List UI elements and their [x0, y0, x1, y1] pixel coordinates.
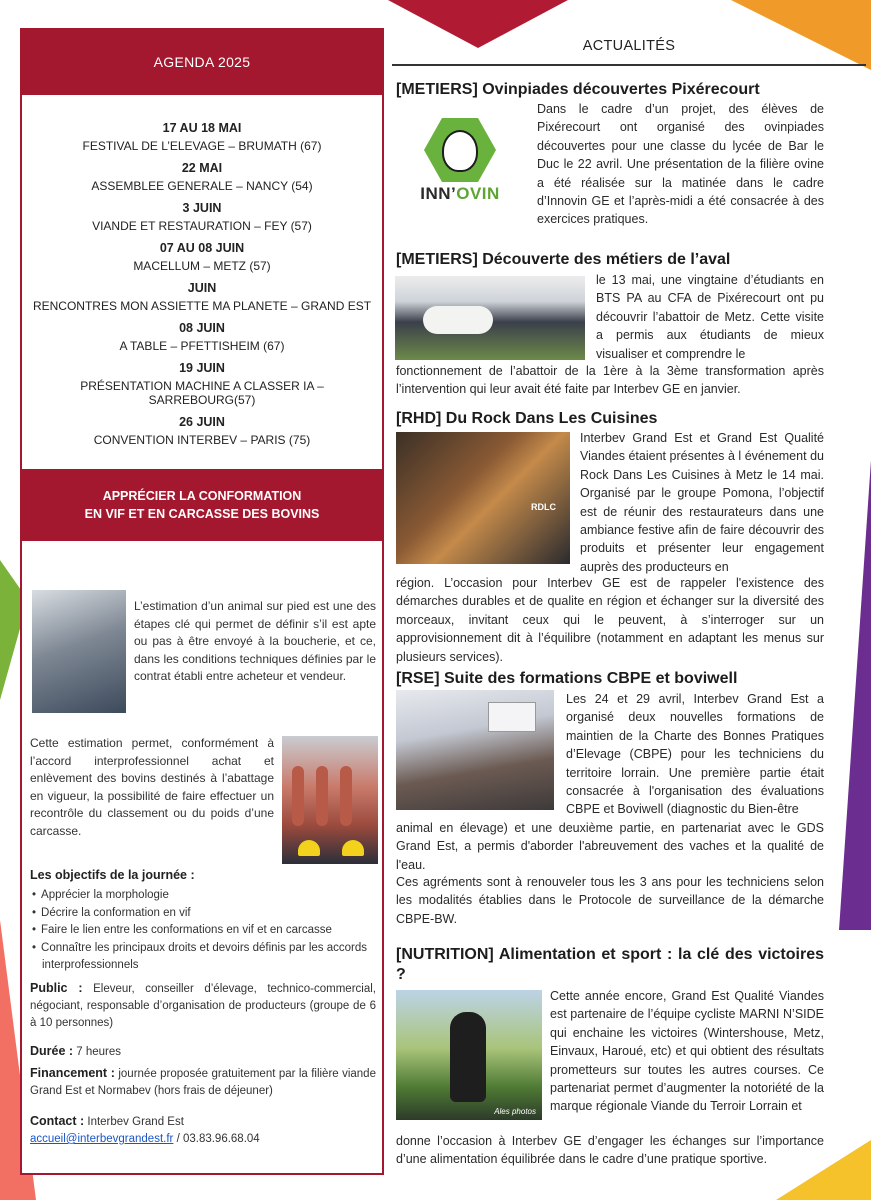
news-heading: ACTUALITÉS — [582, 38, 676, 54]
rock-cuisine-photo — [396, 432, 570, 564]
agenda-date: 22 MAI — [181, 161, 223, 175]
article-body: donne l’occasion à Interbev GE d’engager les échanges sur l’importance d’une alimentation équilibrée dans le cadre d’une pratique sportive. — [396, 1134, 824, 1167]
funding-label: Financement : — [30, 1066, 115, 1080]
training-heading-line2: EN VIF ET EN CARCASSE DES BOVINS — [84, 507, 320, 522]
photo-credit: Ales photos — [494, 1107, 536, 1116]
cyclist-shape — [450, 1012, 486, 1102]
helmet-shape — [342, 840, 364, 856]
public-text: Eleveur, conseiller d’élevage, technico-commercial, négociant, responsable d’organisation de producteurs (groupe de 6 à 10 personnes) — [30, 983, 376, 1029]
agenda-title: FESTIVAL DE L’ELEVAGE – BRUMATH (67) — [82, 139, 322, 153]
public-info — [30, 980, 376, 1032]
agenda-title: MACELLUM – METZ (57) — [133, 259, 271, 273]
agenda-heading: AGENDA 2025 — [22, 30, 382, 95]
training-paragraph-2: Cette estimation permet, conformément à l’accord interprofessionnel achat et enlèvement des bovins destinés à l’abattage en vigueur, la possibilité de faire effectuer un recontrôle du classement ou du poids d’une carcasse. — [30, 736, 274, 838]
projection-screen-shape — [488, 702, 536, 732]
helmet-shape — [298, 840, 320, 856]
article-body: région. L’occasion pour Interbev GE est de rappeler l'existence des démarches durables et de qualite en région et échanger sur la diversité des morceaux, invitant ceux qui le peuvent, à s’interroger sur un approvisionnement dit à l’équilibre (notamment en adaptant les menus sur plusieurs services). — [396, 576, 824, 664]
agenda-panel — [20, 28, 384, 1175]
duration-label: Durée : — [30, 1044, 74, 1058]
agenda-item — [28, 241, 376, 273]
objective-item: • Apprécier la morphologie — [30, 887, 374, 905]
innovin-wordmark — [416, 184, 504, 204]
cattle-estimation-photo — [32, 590, 126, 713]
article-body: fonctionnement de l’abattoir de la 1ère à la 3ème transformation après l’intervention qui leur avait été faite par Interbev GE en janvier. — [396, 364, 824, 397]
agenda-title: RENCONTRES MON ASSIETTE MA PLANETE – GRAND EST — [32, 299, 372, 313]
training-heading — [22, 469, 382, 541]
contact-email-link[interactable]: accueil@interbevgrandest.fr — [30, 1133, 174, 1145]
agenda-item — [28, 321, 376, 353]
agenda-date: JUIN — [187, 281, 217, 295]
agenda-title: VIANDE ET RESTAURATION – FEY (57) — [92, 219, 312, 233]
funding-text: journée proposée gratuitement par la filière viande Grand Est et Normabev (hors frais de déjeuner) — [30, 1068, 376, 1097]
agenda-item — [28, 121, 376, 153]
article-title: [RSE] Suite des formations CBPE et boviwell — [396, 670, 738, 687]
agenda-date: 19 JUIN — [179, 361, 225, 375]
agenda-title: ASSEMBLEE GENERALE – NANCY (54) — [91, 179, 313, 193]
objective-item: • Décrire la conformation en vif — [30, 905, 374, 923]
carcass-shape — [292, 766, 304, 826]
carcass-room-photo — [282, 736, 378, 864]
agenda-date: 17 AU 18 MAI — [162, 121, 242, 135]
carcass-shape — [316, 766, 328, 826]
article-body: Interbev Grand Est et Grand Est Qualité Viandes étaient présentes à l événement du Rock Dans Les Cuisines à Metz le 14 mai. Organisé par le groupe Pomona, l’objectif est de réunir des restaurateurs dans une ambiance festive afin de faire découvrir des produits et présenter leur engagement auprès des producteurs en — [580, 431, 824, 574]
decor-orange-triangle — [731, 0, 871, 70]
carcass-shape — [340, 766, 352, 826]
agenda-item — [28, 361, 376, 407]
agenda-item — [28, 201, 376, 233]
training-heading-line1: APPRÉCIER LA CONFORMATION — [102, 489, 302, 503]
contact-info — [30, 1113, 376, 1148]
objective-item: • Faire le lien entre les conformations en vif et en carcasse — [30, 922, 374, 940]
cyclist-photo — [396, 990, 542, 1120]
objectives-list — [30, 887, 374, 975]
contact-phone: / 03.83.96.68.04 — [176, 1133, 260, 1145]
logo-part2: OVIN — [456, 184, 500, 203]
students-group-photo — [395, 276, 585, 360]
article-title: [RHD] Du Rock Dans Les Cuisines — [396, 410, 658, 427]
agenda-date: 07 AU 08 JUIN — [159, 241, 245, 255]
agenda-item — [28, 281, 376, 313]
article-body: Les 24 et 29 avril, Interbev Grand Est a organisé deux nouvelles formations de maintien de la Charte des Bonnes Pratiques d’Elevage (CBPE) pour les techniciens du territoire lorrain. Une première partie était consacrée à l'organisation des évaluations CBPE et Boviwell (diagnostic du Bien-être — [566, 692, 824, 817]
logo-part1: INN’ — [420, 184, 457, 203]
duration-info — [30, 1043, 376, 1061]
agenda-date: 3 JUIN — [182, 201, 222, 215]
funding-info — [30, 1065, 376, 1100]
article-title: [METIERS] Ovinpiades découvertes Pixérecourt — [396, 81, 760, 98]
article-title: [NUTRITION] Alimentation et sport : la clé des victoires ? — [396, 946, 824, 983]
innovin-logo — [416, 118, 504, 210]
article-body: le 13 mai, une vingtaine d’étudiants en BTS PA au CFA de Pixérecourt ont pu découvrir l’abattoir de Metz. Cette visite a permis aux étudiants de mieux visualiser et comprendre le — [596, 273, 824, 361]
duration-text: 7 heures — [76, 1046, 122, 1058]
objective-item: • Connaître les principaux droits et devoirs définis par les accords interprofessionnels — [30, 940, 374, 975]
agenda-list — [22, 95, 382, 465]
decor-purple-triangle — [839, 460, 871, 930]
agenda-title: PRÉSENTATION MACHINE A CLASSER IA – SARREBOURG(57) — [80, 379, 324, 407]
sheep-icon — [442, 130, 478, 172]
rdlc-label: RDLC — [531, 502, 556, 512]
article-title: [METIERS] Découverte des métiers de l’aval — [396, 251, 731, 268]
contact-label: Contact : — [30, 1114, 85, 1128]
article-body: animal en élevage) et une deuxième partie, en partenariat avec le GDS Grand Est, a permis d'aborder l'abreuvement des vaches et la qualité de l'eau. — [396, 821, 824, 872]
public-label: Public : — [30, 981, 83, 995]
agenda-item — [28, 161, 376, 193]
agenda-date: 08 JUIN — [179, 321, 225, 335]
training-session-photo — [396, 690, 554, 810]
article-body: Dans le cadre d’un projet, des élèves de Pixérecourt ont organisé des ovinpiades découvertes pour une classe du lycée de Bar le Duc le 22 avril. Une présentation de la filière ovine a été réalisée sur la matinée dans le cadre d’Innovin GE et l’après-midi a été consacrée à des exercices pratiques. — [537, 102, 824, 227]
cow-statue-shape — [423, 306, 493, 334]
agenda-title: A TABLE – PFETTISHEIM (67) — [119, 339, 285, 353]
training-paragraph-1: L’estimation d’un animal sur pied est une des étapes clé qui permet de définir s’il est apte ou pas à être envoyé à la boucherie, et ce, dans les conditions techniques définies par le contrat établi entre acheteur et vendeur. — [134, 599, 376, 683]
contact-text: Interbev Grand Est — [87, 1116, 184, 1128]
article-body: Ces agréments sont à renouveler tous les 3 ans pour les techniciens selon les modalités établies dans le Protocole de surveillance de la démarche CBPE-BW. — [396, 875, 824, 926]
agenda-date: 26 JUIN — [179, 415, 225, 429]
agenda-title: CONVENTION INTERBEV – PARIS (75) — [93, 433, 311, 447]
news-divider — [392, 64, 866, 66]
agenda-item — [28, 415, 376, 447]
objectives-title: Les objectifs de la journée : — [30, 868, 195, 882]
article-body: Cette année encore, Grand Est Qualité Viandes est partenaire de l’équipe cycliste MARNI N’SIDE qui enchaine les victoires (Wintershouse, Metz, Einvaux, Haroué, etc) et qui obtient des résultats prometteurs sur toutes les autres courses. Ce partenariat permet d’augmenter la notoriété de la marque régionale Viande du Terroir Lorrain et — [550, 989, 824, 1114]
